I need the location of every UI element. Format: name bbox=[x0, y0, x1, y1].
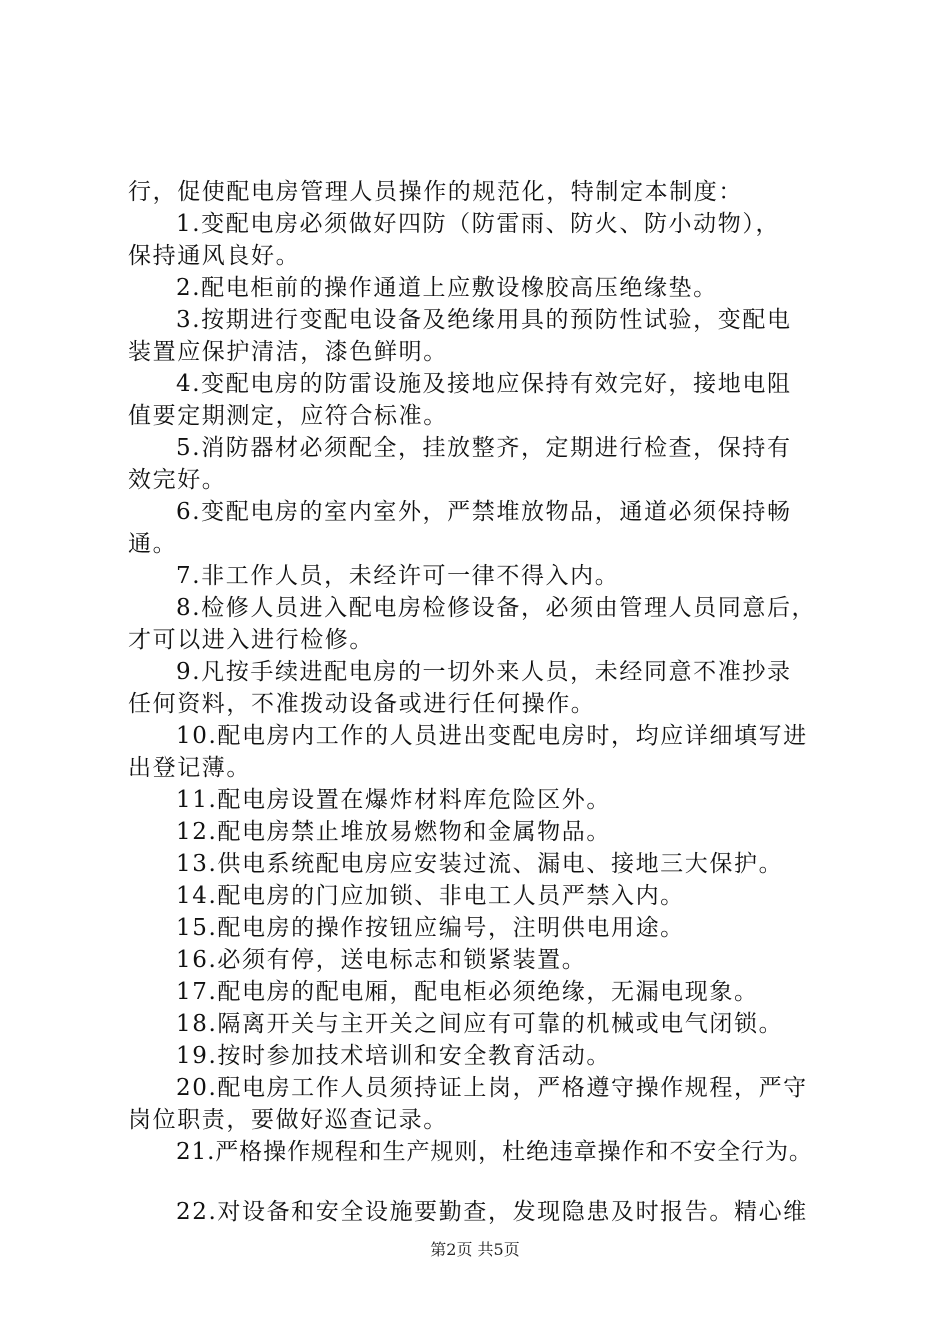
text-line: 21.严格操作规程和生产规则，杜绝违章操作和不安全行为。 bbox=[176, 1139, 813, 1165]
page-number-footer: 第2页 共5页 bbox=[430, 1240, 520, 1259]
text-line: 12.配电房禁止堆放易燃物和金属物品。 bbox=[176, 819, 611, 845]
text-line: 2.配电柜前的操作通道上应敷设橡胶高压绝缘垫。 bbox=[176, 275, 718, 301]
text-line: 3.按期进行变配电设备及绝缘用具的预防性试验，变配电 bbox=[176, 307, 792, 333]
text-line: 出登记薄。 bbox=[128, 755, 251, 781]
text-line: 通。 bbox=[128, 531, 178, 557]
text-line: 4.变配电房的防雷设施及接地应保持有效完好，接地电阻 bbox=[176, 371, 792, 397]
text-line: 保持通风良好。 bbox=[128, 243, 301, 269]
text-line: 10.配电房内工作的人员进出变配电房时，均应详细填写进 bbox=[176, 723, 808, 749]
text-line: 9.凡按手续进配电房的一切外来人员，未经同意不准抄录 bbox=[176, 659, 792, 685]
text-line: 17.配电房的配电厢，配电柜必须绝缘，无漏电现象。 bbox=[176, 979, 759, 1005]
text-line: 22.对设备和安全设施要勤查，发现隐患及时报告。精心维 bbox=[176, 1199, 808, 1225]
text-line: 8.检修人员进入配电房检修设备，必须由管理人员同意后， bbox=[176, 595, 817, 621]
text-line: 13.供电系统配电房应安装过流、漏电、接地三大保护。 bbox=[176, 851, 784, 877]
text-line: 16.必须有停，送电标志和锁紧装置。 bbox=[176, 947, 587, 973]
text-line: 1.变配电房必须做好四防（防雷雨、防火、防小动物）， bbox=[176, 211, 781, 237]
text-line: 14.配电房的门应加锁、非电工人员严禁入内。 bbox=[176, 883, 685, 909]
text-line: 20.配电房工作人员须持证上岗，严格遵守操作规程，严守 bbox=[176, 1075, 808, 1101]
text-line: 值要定期测定，应符合标准。 bbox=[128, 403, 448, 429]
text-line: 18.隔离开关与主开关之间应有可靠的机械或电气闭锁。 bbox=[176, 1011, 784, 1037]
text-line: 任何资料，不准拨动设备或进行任何操作。 bbox=[128, 691, 596, 717]
text-line: 6.变配电房的室内室外，严禁堆放物品，通道必须保持畅 bbox=[176, 499, 792, 525]
text-line: 19.按时参加技术培训和安全教育活动。 bbox=[176, 1043, 611, 1069]
text-line: 7.非工作人员，未经许可一律不得入内。 bbox=[176, 563, 620, 589]
text-line: 11.配电房设置在爆炸材料库危险区外。 bbox=[176, 787, 611, 813]
text-line: 效完好。 bbox=[128, 467, 227, 493]
text-line: 装置应保护清洁，漆色鲜明。 bbox=[128, 339, 448, 365]
text-line: 5.消防器材必须配全，挂放整齐，定期进行检查，保持有 bbox=[176, 435, 792, 461]
text-line: 岗位职责，要做好巡查记录。 bbox=[128, 1107, 448, 1133]
text-line: 才可以进入进行检修。 bbox=[128, 627, 374, 653]
text-line: 15.配电房的操作按钮应编号，注明供电用途。 bbox=[176, 915, 685, 941]
text-line: 行，促使配电房管理人员操作的规范化，特制定本制度： bbox=[128, 179, 743, 205]
